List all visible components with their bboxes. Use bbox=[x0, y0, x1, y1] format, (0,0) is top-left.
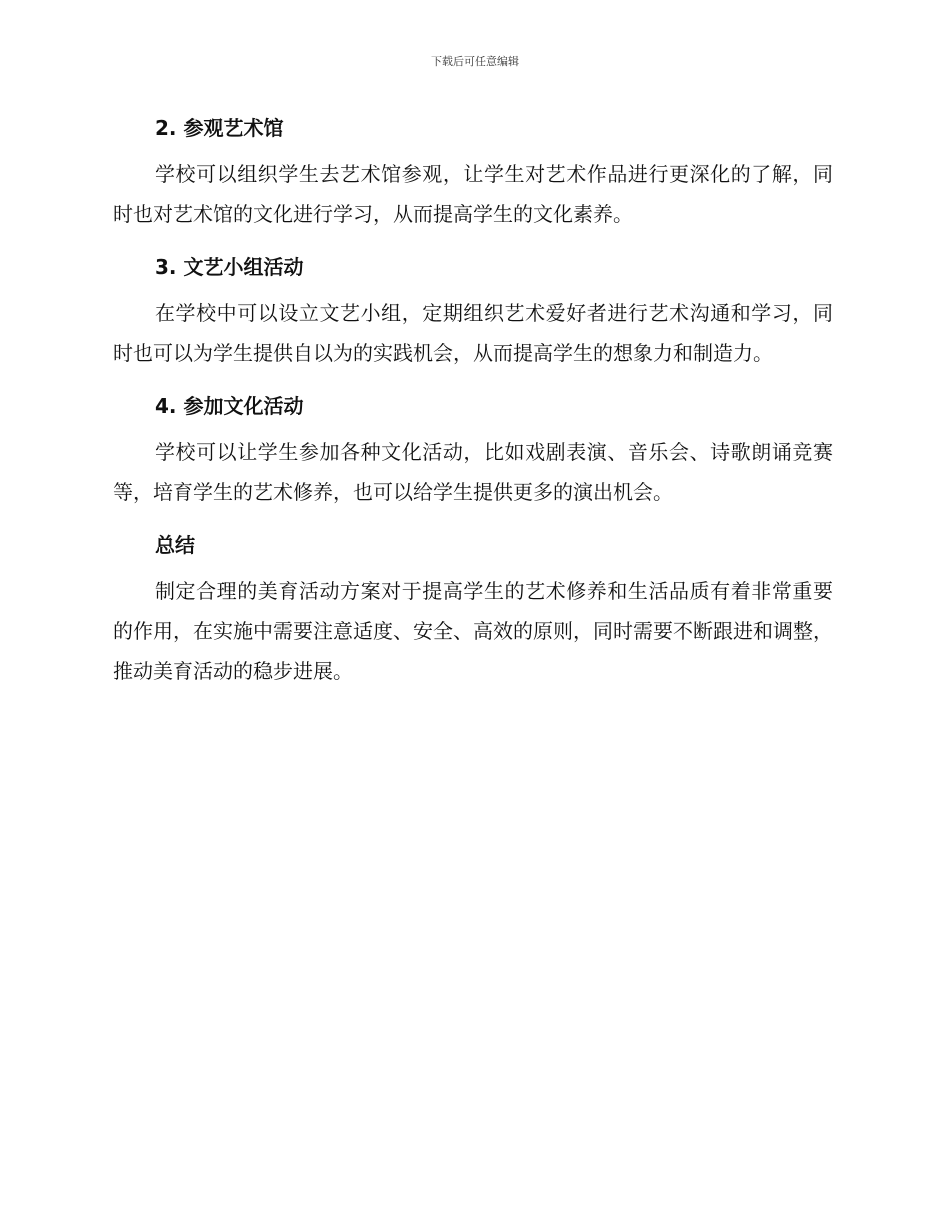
section-paragraph-art-group: 在学校中可以设立文艺小组，定期组织艺术爱好者进行艺术沟通和学习，同时也可以为学生提供自以为的实践机会，从而提高学生的想象力和制造力。 bbox=[113, 301, 833, 365]
section-paragraph-summary: 制定合理的美育活动方案对于提高学生的艺术修养和生活品质有着非常重要的作用，在实施中需要注意适度、安全、高效的原则，同时需要不断跟进和调整，推动美育活动的稳步进展。 bbox=[113, 579, 833, 683]
section-paragraph-culture-activities: 学校可以让学生参加各种文化活动，比如戏剧表演、音乐会、诗歌朗诵竞赛等，培育学生的艺术修养，也可以给学生提供更多的演出机会。 bbox=[113, 440, 833, 504]
section-heading-art-museum: 2. 参观艺术馆 bbox=[155, 116, 284, 140]
section-heading-summary: 总结 bbox=[155, 533, 195, 557]
section-heading-art-group: 3. 文艺小组活动 bbox=[155, 255, 304, 279]
document-body bbox=[113, 108, 833, 704]
section-heading-culture-activities: 4. 参加文化活动 bbox=[155, 394, 304, 418]
section-paragraph-art-museum: 学校可以组织学生去艺术馆参观，让学生对艺术作品进行更深化的了解，同时也对艺术馆的文化进行学习，从而提高学生的文化素养。 bbox=[113, 162, 833, 226]
header-note: 下载后可任意编辑 bbox=[431, 55, 519, 68]
